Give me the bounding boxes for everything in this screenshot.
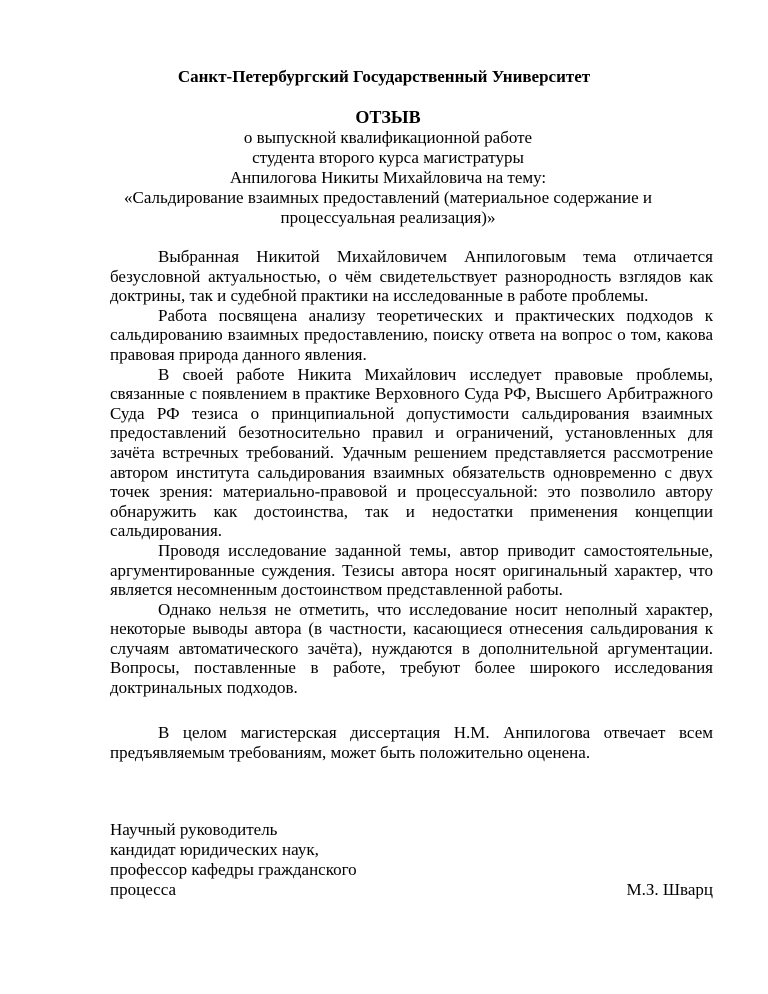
paragraph-shortcomings: Однако нельзя не отметить, что исследование носит неполный характер, некоторые выводы автора (в частности, касающиеся отнесения сальдирования к случаям автоматического зачёта), нуждаются в дополнительной аргументации. Вопросы, поставленные в работе, требуют более широкого исследования доктринальных подходов.: [110, 599, 713, 698]
signature-position-line: кандидат юридических наук,: [110, 840, 319, 859]
subtitle-line: студента второго курса магистратуры: [252, 148, 524, 167]
signature-position-line: процесса: [110, 880, 177, 899]
thesis-topic: «Сальдирование взаимных предоставлений (материальное содержание и процессуальная реализация)»: [123, 188, 652, 227]
subtitle-line: Анпилогова Никиты Михайловича на тему:: [229, 168, 547, 187]
signature-position-line: Научный руководитель: [110, 820, 278, 839]
paragraph-subject: Работа посвящена анализу теоретических и практических подходов к сальдированию взаимных предоставлению, поиску ответа на вопрос о том, какова правовая природа данного явления.: [110, 305, 713, 364]
review-body: [110, 247, 713, 698]
signature-position-line: профессор кафедры гражданского: [110, 860, 357, 879]
paragraph-conclusion: В целом магистерская диссертация Н.М. Анпилогова отвечает всем предъявляемым требованиям, может быть положительно оценена.: [110, 723, 713, 762]
subtitle-line: о выпускной квалификационной работе: [243, 128, 533, 147]
paragraph-relevance: Выбранная Никитой Михайловичем Анпилоговым тема отличается безусловной актуальностью, о чём свидетельствует разнородность взглядов как доктрины, так и судебной практики на исследованные в работе проблемы.: [110, 247, 713, 306]
document-heading: [110, 107, 666, 228]
university-name: Санкт-Петербургский Государственный Университет: [177, 67, 591, 86]
paragraph-merits: Проводя исследование заданной темы, автор приводит самостоятельные, аргументированные суждения. Тезисы автора носят оригинальный характер, что является несомненным достоинством представленной работы.: [110, 540, 713, 600]
paragraph-research: В своей работе Никита Михайлович исследует правовые проблемы, связанные с появлением в практике Верховного Суда РФ, Высшего Арбитражного Суда РФ тезиса о принципиальной допустимости сальдирования взаимных предоставлений безотносительно правил и ограничений, установленных для зачёта встречных требований. Удачным решением представляется рассмотрение автором института сальдирования взаимных обязательств одновременно с двух точек зрения: материально-правовой и процессуальной: это позволило автору обнаружить как достоинства, так и недостатки применения концепции сальдирования.: [110, 364, 713, 541]
signature-block: [110, 820, 357, 900]
signer-name: М.З. Шварц: [626, 880, 713, 899]
review-conclusion: [110, 723, 713, 762]
document-title: ОТЗЫВ: [355, 107, 421, 127]
